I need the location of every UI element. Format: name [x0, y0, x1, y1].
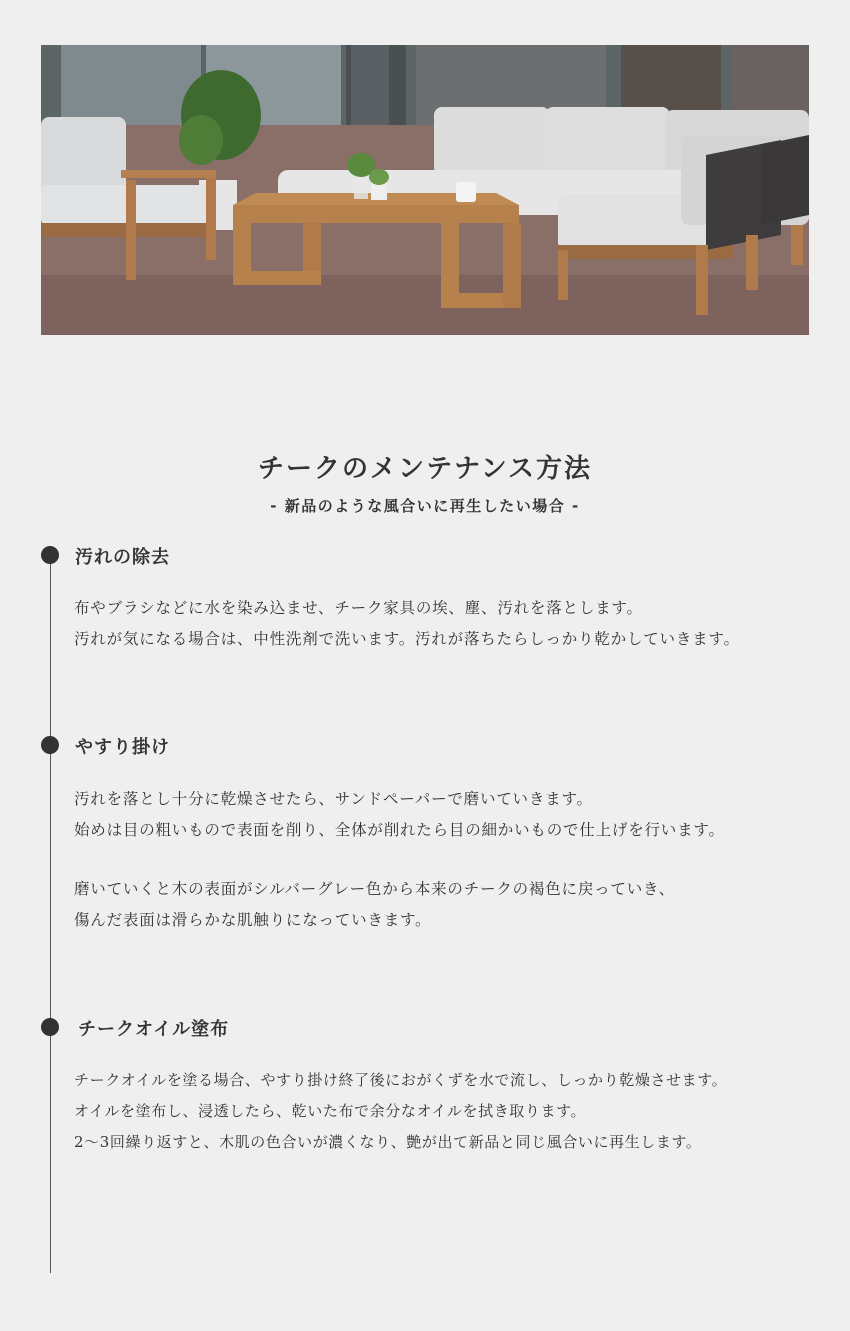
timeline-dot	[41, 546, 59, 564]
paragraph-line: 2～3回繰り返すと、木肌の色合いが濃くなり、艶が出て新品と同じ風合いに再生します。	[74, 1133, 702, 1151]
paragraph-line: 汚れが気になる場合は、中性洗剤で洗います。汚れが落ちたらしっかり乾かしていきます。	[74, 630, 740, 648]
paragraph-line: 磨いていくと木の表面がシルバーグレー色から本来のチークの褐色に戻っていき、	[74, 880, 676, 898]
paragraph-line: オイルを塗布し、浸透したら、乾いた布で余分なオイルを拭き取ります。	[74, 1102, 587, 1120]
section-paragraph	[74, 1065, 834, 1158]
page-subtitle: - 新品のような風合いに再生したい場合 -	[270, 497, 580, 515]
title-block	[0, 448, 850, 516]
paragraph-line: 始めは目の粗いもので表面を削り、全体が削れたら目の細かいもので仕上げを行います。	[74, 821, 725, 839]
paragraph-line: 布やブラシなどに水を染み込ませ、チーク家具の埃、塵、汚れを落とします。	[74, 599, 643, 617]
section-paragraph	[74, 593, 834, 655]
section-paragraph	[74, 784, 834, 846]
section-heading: やすり掛け	[75, 737, 170, 758]
hero-photo	[41, 45, 809, 335]
section-heading: 汚れの除去	[75, 547, 170, 568]
section-heading: チークオイル塗布	[78, 1019, 230, 1040]
paragraph-line: 傷んだ表面は滑らかな肌触りになっていきます。	[74, 911, 432, 929]
page-title: チークのメンテナンス方法	[258, 454, 592, 484]
paragraph-line: チークオイルを塗る場合、やすり掛け終了後におがくずを水で流し、しっかり乾燥させます。	[74, 1071, 728, 1089]
timeline-dot	[41, 736, 59, 754]
teak-furniture-illustration	[41, 45, 809, 335]
paragraph-line: 汚れを落とし十分に乾燥させたら、サンドペーパーで磨いていきます。	[74, 790, 593, 808]
section-paragraph	[74, 874, 834, 936]
timeline-line	[50, 555, 51, 1273]
timeline-dot	[41, 1018, 59, 1036]
